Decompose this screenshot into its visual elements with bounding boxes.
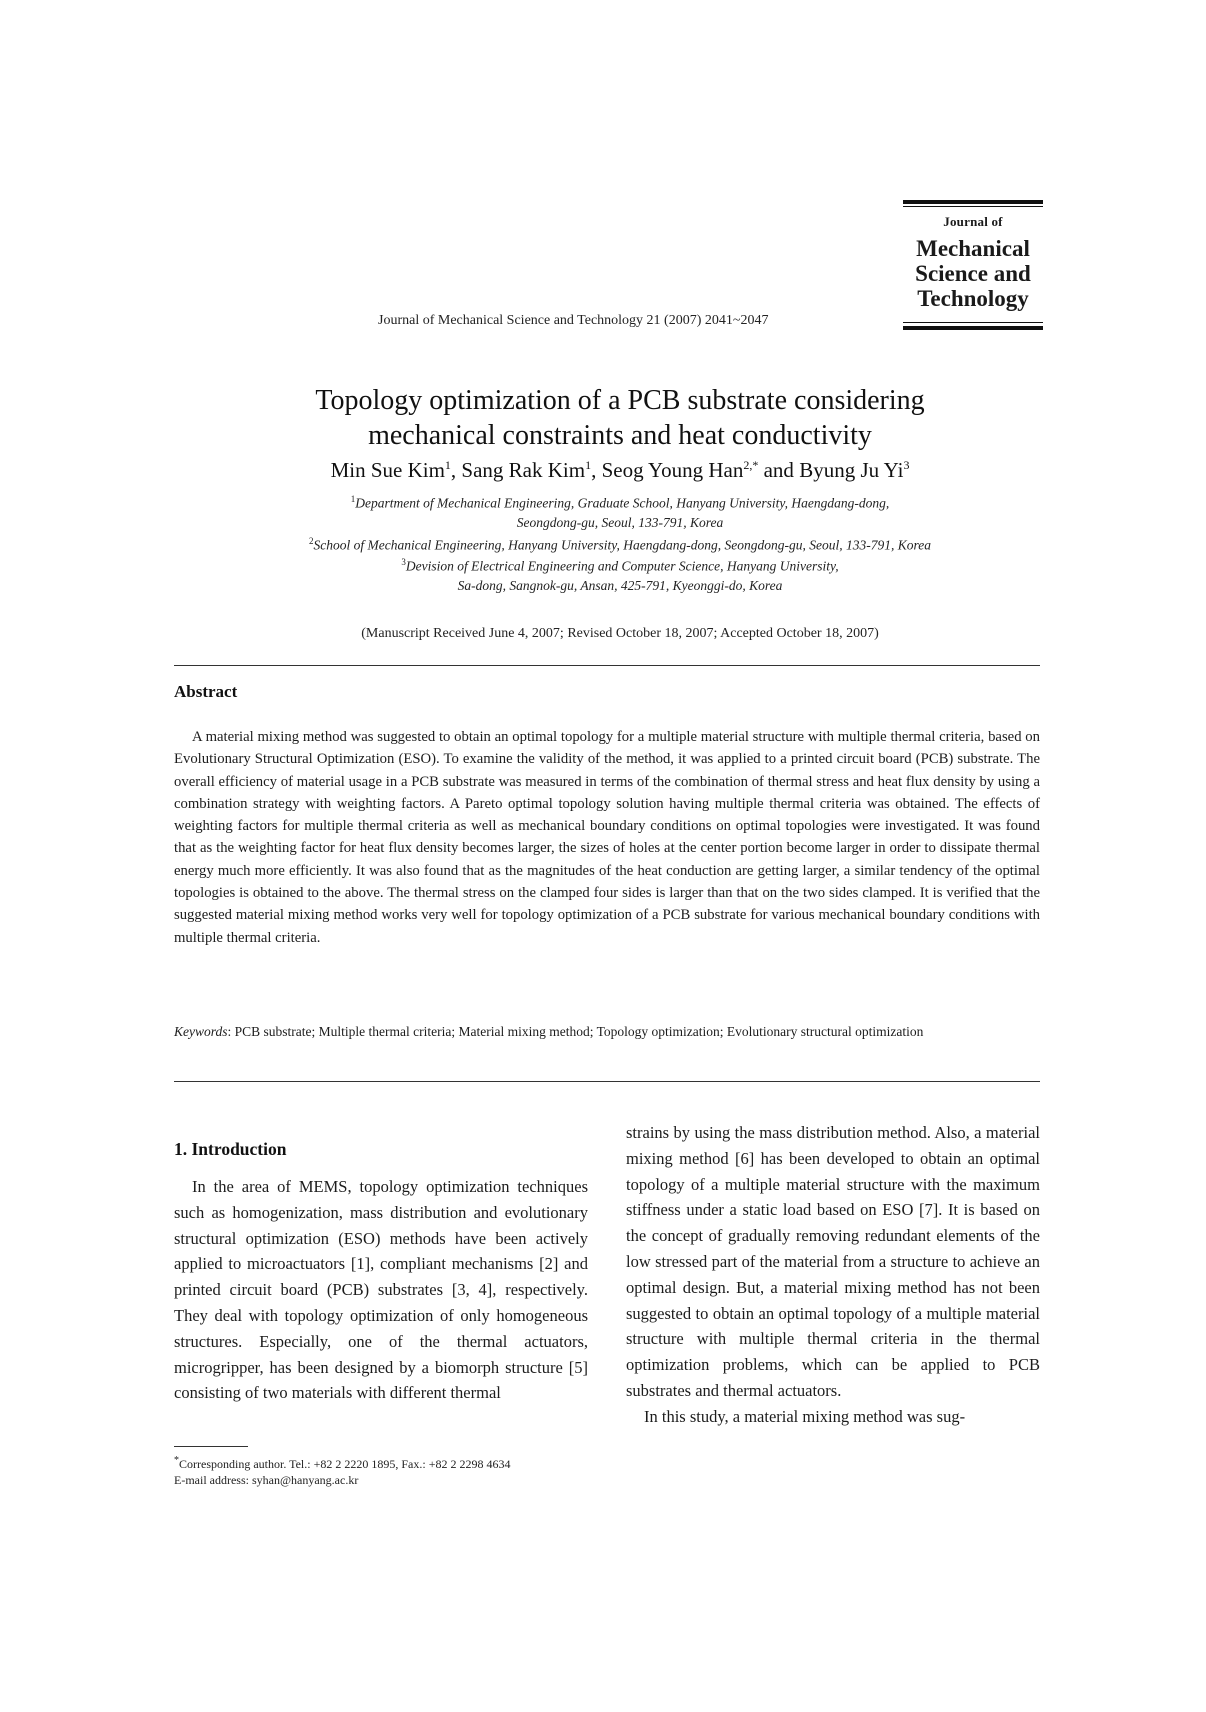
affiliation-text: School of Mechanical Engineering, Hanyang University, Haengdang-dong, Seongdong-gu, Seoul, 133-791, Korea (313, 537, 931, 553)
affiliation-text: Department of Mechanical Engineering, Graduate School, Hanyang University, Haengdang-dong, (355, 495, 890, 511)
journal-logo-name (903, 236, 1043, 311)
author-name: Byung Ju Yi (799, 458, 904, 482)
divider-top (174, 665, 1040, 666)
paper-title (150, 383, 1090, 453)
intro-paragraph-3: In this study, a material mixing method was sug- (644, 1406, 966, 1426)
author-name: Seog Young Han (601, 458, 744, 482)
author-name: Min Sue Kim (330, 458, 445, 482)
author-separator: and (758, 458, 800, 482)
author-separator: , (450, 458, 462, 482)
logo-rule-top-thin (903, 206, 1043, 207)
affiliation-mark: 1 (350, 494, 356, 504)
footnote-mark: * (174, 1455, 179, 1466)
section-heading-introduction: 1. Introduction (174, 1139, 287, 1159)
author-separator: , (591, 458, 602, 482)
affiliation-3-cont: Sa-dong, Sangnok-gu, Ansan, 425-791, Kyeonggi-do, Korea (457, 578, 783, 593)
keywords: Keywords: PCB substrate; Multiple thermal criteria; Material mixing method; Topology optimization; Evolutionary structural optimization (174, 1024, 924, 1039)
affiliation-2 (150, 536, 1090, 554)
footnote-corresponding-author (174, 1452, 594, 1473)
journal-logo-line-3: Technology (917, 286, 1029, 311)
author-list (150, 458, 1090, 483)
journal-logo-label: Journal of (943, 214, 1003, 229)
journal-logo-line-1: Mechanical (916, 236, 1030, 261)
affiliation-text: Devision of Electrical Engineering and Computer Science, Hanyang University, (405, 558, 839, 574)
footnote-contact: Corresponding author. Tel.: +82 2 2220 1895, Fax.: +82 2 2298 4634 (179, 1457, 511, 1471)
logo-rule-bottom (903, 326, 1043, 330)
abstract-text: A material mixing method was suggested to obtain an optimal topology for a multiple material structure with multiple thermal criteria, based on Evolutionary Structural Optimization (ESO). To examine the validity of the method, it was applied to a printed circuit board (PCB) substrate. The overall efficiency of material usage in a PCB substrate was measured in terms of the combination of thermal stress and heat flux density by using a combination strategy with weighting factors. A Pareto optimal topology solution having multiple thermal criteria was obtained. The effects of weighting factors for multiple thermal criteria as well as mechanical boundary conditions on optimal topologies were investigated. It was found that as the weighting factor for heat flux density becomes larger, the sizes of holes at the center portion become larger in order to dissipate thermal energy much more efficiently. It was also found that as the magnitudes of the heat conduction are getting larger, a similar tendency of the optimal topologies is obtained to the above. The thermal stress on the clamped four sides is larger than that on the two sides clamped. It is verified that the suggested material mixing method works very well for topology optimization of a PCB substrate for various mechanical boundary conditions with multiple thermal criteria. (174, 729, 1040, 946)
author-mark: 1 (585, 458, 592, 472)
author-mark: 1 (444, 458, 451, 472)
intro-paragraph-1: In the area of MEMS, topology optimization techniques such as homogenization, mass distribution and evolutionary structural optimization (ESO) methods have been actively applied to microactuators [1], compliant mechanisms [2] and printed circuit board (PCB) substrates [3, 4], respectively. They deal with topology optimization of only homogeneous structures. Especially, one of the thermal actuators, microgripper, has been designed by a biomorph structure [5] consisting of two materials with different thermal (174, 1177, 588, 1403)
abstract-heading: Abstract (174, 682, 238, 701)
footnote-rule (174, 1446, 248, 1447)
journal-logo-line-2: Science and (915, 261, 1031, 286)
left-column (174, 1174, 588, 1406)
footnote-email: E-mail address: syhan@hanyang.ac.kr (174, 1473, 359, 1487)
affiliation-mark: 3 (401, 557, 406, 567)
journal-citation: Journal of Mechanical Science and Technology 21 (2007) 2041~2047 (378, 313, 769, 328)
logo-rule-top (903, 200, 1043, 204)
keywords-text: PCB substrate; Multiple thermal criteria; Material mixing method; Topology optimization; Evolutionary structural optimization (234, 1024, 924, 1039)
paper-title-line-1: Topology optimization of a PCB substrate considering (315, 385, 925, 416)
affiliation-3 (150, 557, 1090, 575)
author-mark: 2,* (743, 458, 759, 472)
author-name: Sang Rak Kim (461, 458, 586, 482)
keywords-label: Keywords (174, 1024, 228, 1039)
right-column (626, 1120, 1040, 1430)
affiliation-1-cont: Seongdong-gu, Seoul, 133-791, Korea (516, 515, 724, 530)
paper-title-line-2: mechanical constraints and heat conductivity (368, 420, 872, 451)
affiliation-1 (150, 494, 1090, 512)
divider-bottom (174, 1081, 1040, 1082)
intro-paragraph-2: strains by using the mass distribution method. Also, a material mixing method [6] has been developed to obtain an optimal topology of a multiple material structure with the maximum stiffness under a static load based on ESO [7]. It is based on the concept of gradually removing redundant elements of the low stressed part of the material from a structure to achieve an optimal design. But, a material mixing method has not been suggested to obtain an optimal topology of a multiple material structure with multiple thermal criteria in the thermal optimization problems, which can be applied to PCB substrates and thermal actuators. (626, 1123, 1040, 1400)
author-mark: 3 (903, 458, 910, 472)
logo-rule-bottom-thin (903, 322, 1043, 323)
manuscript-dates: (Manuscript Received June 4, 2007; Revised October 18, 2007; Accepted October 18, 2007) (361, 626, 879, 641)
affiliation-mark: 2 (309, 536, 314, 546)
